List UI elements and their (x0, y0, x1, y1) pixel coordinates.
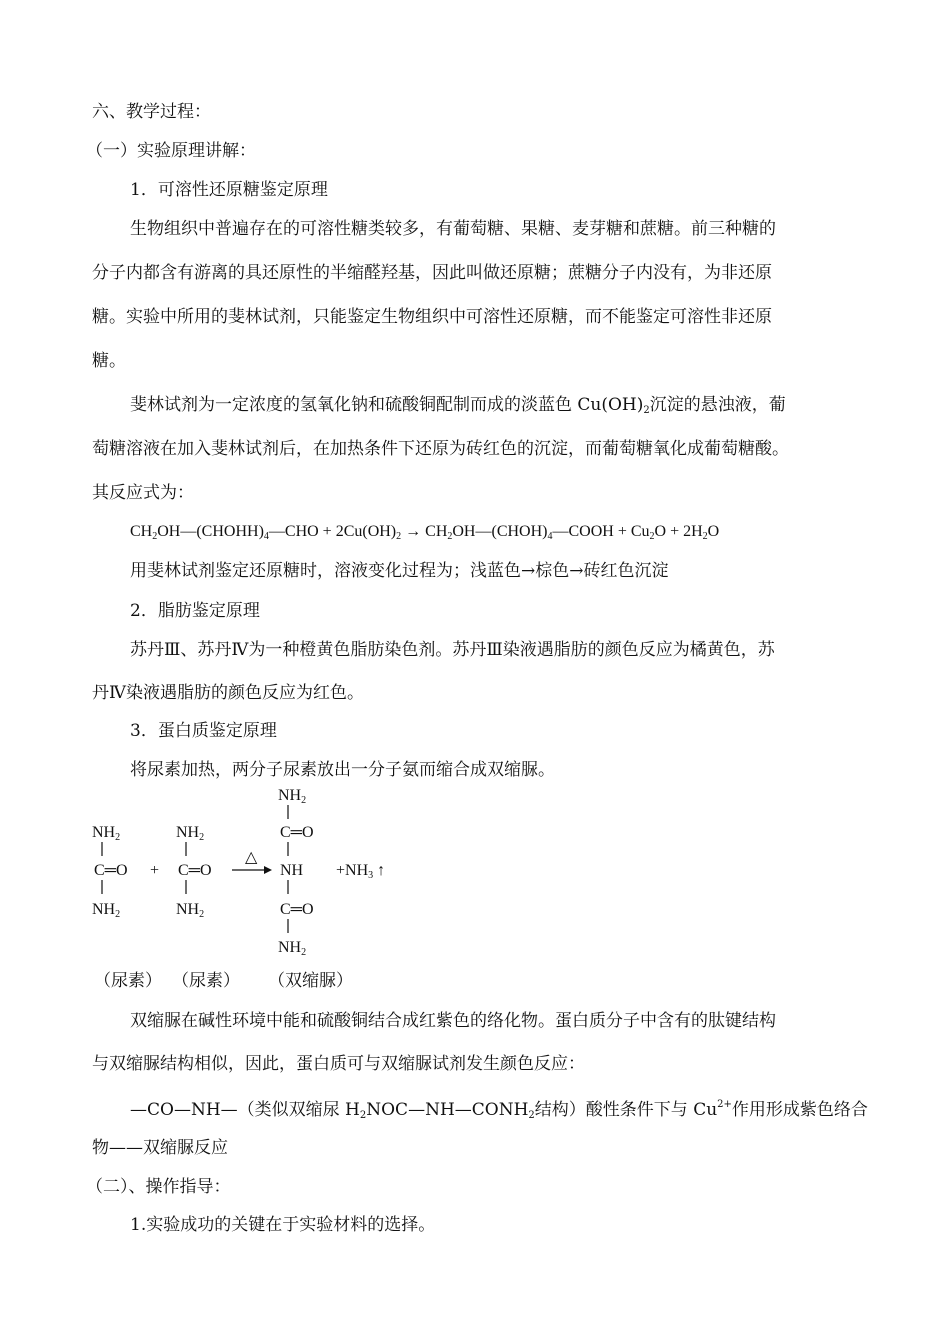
label-urea-2: （尿素） (172, 971, 240, 991)
operation-item-1: 1.实验成功的关键在于实验材料的选择。 (130, 1215, 436, 1235)
paragraph-line: 萄糖溶液在加入斐林试剂后，在加热条件下还原为砖红色的沉淀，而葡萄糖氧化成葡萄糖酸。 (92, 439, 789, 459)
paragraph-line: 苏丹Ⅲ、苏丹Ⅳ为一种橙黄色脂肪染色剂。苏丹Ⅲ染液遇脂肪的颜色反应为橘黄色，苏 (130, 640, 775, 660)
svg-text:+NH3↑: +NH3 ↑ (336, 862, 386, 881)
label-biuret: （双缩脲） (268, 971, 353, 991)
paragraph-line: 其反应式为： (92, 483, 194, 503)
paragraph-line: 分子内都含有游离的具还原性的半缩醛羟基，因此叫做还原糖；蔗糖分子内没有，为非还原 (92, 263, 772, 283)
svg-text:C═O: C═O (280, 824, 314, 841)
ammonia-product (336, 862, 385, 881)
urea-molecule-2 (176, 824, 212, 920)
paragraph-line: 将尿素加热，两分子尿素放出一分子氨而缩合成双缩脲。 (130, 760, 555, 780)
svg-text:NH2: NH2 (278, 939, 307, 958)
color-change-sentence: 用斐林试剂鉴定还原糖时，溶液变化过程为；浅蓝色→棕色→砖红色沉淀 (130, 561, 669, 581)
svg-text:NH2: NH2 (278, 787, 307, 806)
section-title-principles: （一）实验原理讲解： (86, 141, 256, 161)
svg-text:NH: NH (280, 862, 304, 879)
biuret-reaction-diagram (88, 782, 428, 972)
heading-teaching-process: 六、教学过程： (92, 102, 211, 122)
reaction-equation: $CH_2OH—(CHOHH)_4—CHO + 2Cu(OH)_2$ → $CH_2OH—(CHOH)_4—COOH + Cu_2O + 2H_2O$ (130, 523, 720, 542)
svg-text:NH2: NH2 (176, 901, 205, 920)
paragraph-line: 丹Ⅳ染液遇脂肪的颜色反应为红色。 (92, 683, 364, 703)
subsection-title-fat: 2．脂肪鉴定原理 (130, 601, 260, 621)
svg-text:NH2: NH2 (92, 824, 121, 843)
urea-molecule-1 (92, 824, 128, 920)
paragraph-line: 物——双缩脲反应 (92, 1138, 228, 1158)
plus-sign: + (150, 862, 160, 879)
biuret-molecule (278, 787, 314, 958)
paragraph-line: 糖。 (92, 351, 126, 371)
paragraph-line: 斐林试剂为一定浓度的氢氧化钠和硫酸铜配制而成的淡蓝色 $Cu(OH)_2$沉淀的悬浊液，葡 (130, 395, 786, 416)
section-title-operation: （二）、操作指导： (86, 1177, 231, 1197)
paragraph-line: 生物组织中普遍存在的可溶性糖类较多，有葡萄糖、果糖、麦芽糖和蔗糖。前三种糖的 (130, 219, 776, 239)
heat-arrow (232, 849, 272, 874)
paragraph-line: 与双缩脲结构相似，因此，蛋白质可与双缩脲试剂发生颜色反应： (92, 1054, 585, 1074)
subsection-title-protein: 3．蛋白质鉴定原理 (130, 721, 277, 741)
svg-text:C═O: C═O (178, 862, 212, 879)
svg-text:NH2: NH2 (92, 901, 121, 920)
subsection-title-reducing-sugar: 1．可溶性还原糖鉴定原理 (130, 180, 328, 200)
paragraph-line: 双缩脲在碱性环境中能和硫酸铜结合成红紫色的络化物。蛋白质分子中含有的肽键结构 (130, 1011, 776, 1031)
svg-text:C═O: C═O (280, 901, 314, 918)
paragraph-line: 糖。实验中所用的斐林试剂，只能鉴定生物组织中可溶性还原糖，而不能鉴定可溶性非还原 (92, 307, 772, 327)
paragraph-line: —CO—NH—（类似双缩尿 $H_2NOC—NH—CONH_2$结构）酸性条件下与 $Cu^{2+}$作用形成紫色络合 (130, 1099, 868, 1121)
label-urea-1: （尿素） (94, 971, 162, 991)
svg-text:△: △ (245, 849, 258, 866)
svg-text:C═O: C═O (94, 862, 128, 879)
svg-text:NH2: NH2 (176, 824, 205, 843)
